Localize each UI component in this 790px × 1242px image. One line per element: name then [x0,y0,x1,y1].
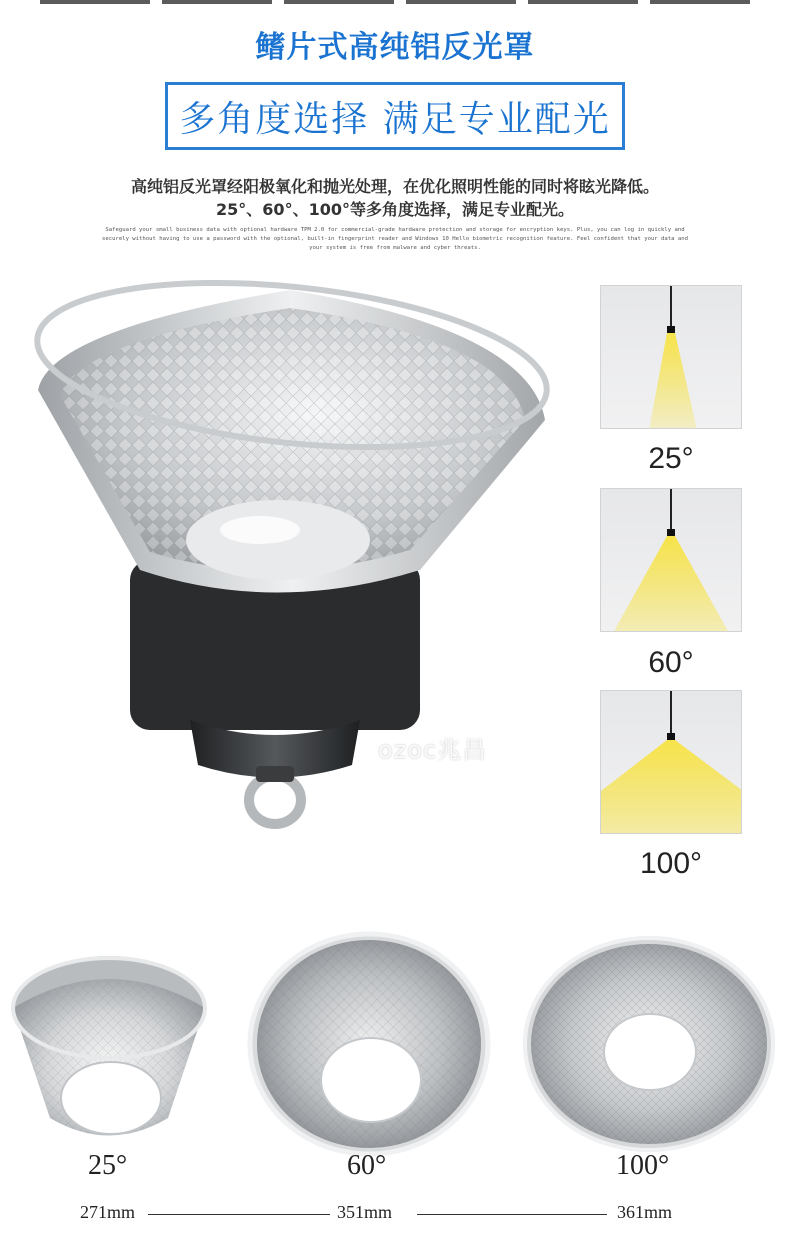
english-description: Safeguard your small business data with optional hardware TPM 2.0 for commercial-grade hardware protection and storage for encryption keys. Plus, you can log in quickly and securely without having to use a password with the optional, built-in fingerprint reader and Windows 10 Hello biometric recognition feature. Feel confident that your data and your system is free from malware and cyber threats. [102,227,688,251]
subtitle-box [165,82,625,150]
beam-60-icon [601,489,742,632]
reflector-size-361: 361mm [617,1202,673,1222]
beam-angle-label-60: 60° [648,646,694,679]
top-divider [40,0,750,4]
reflector-size-271: 271mm [80,1202,136,1222]
brand-watermark: ozoc兆昌 [378,736,488,764]
reflector-25-image [8,948,210,1148]
beam-100-icon [601,691,742,834]
subtitle: 多角度选择 满足专业配光 [179,98,611,140]
dimension-line [417,1214,607,1215]
description-line-1: 高纯铝反光罩经阳极氧化和抛光处理，在优化照明性能的同时将眩光降低。 [130,177,659,196]
beam-panel-60 [600,488,742,632]
beam-panel-25 [600,285,742,429]
reflector-angle-25: 25° [88,1150,128,1181]
beam-panel-100 [600,690,742,834]
beam-angle-label-100: 100° [639,847,703,880]
beam-25-icon [601,286,742,429]
reflector-angle-100: 100° [616,1150,670,1181]
description-line-2: 25°、60°、100°等多角度选择，满足专业配光。 [216,200,574,219]
page-title: 鳍片式高纯铝反光罩 [255,30,535,65]
dimension-line [148,1214,330,1215]
reflector-size-351: 351mm [337,1202,393,1222]
reflector-100-image [520,932,778,1160]
beam-angle-label-25: 25° [648,442,694,475]
reflector-60-image [245,928,493,1160]
reflector-angle-60: 60° [347,1150,387,1181]
